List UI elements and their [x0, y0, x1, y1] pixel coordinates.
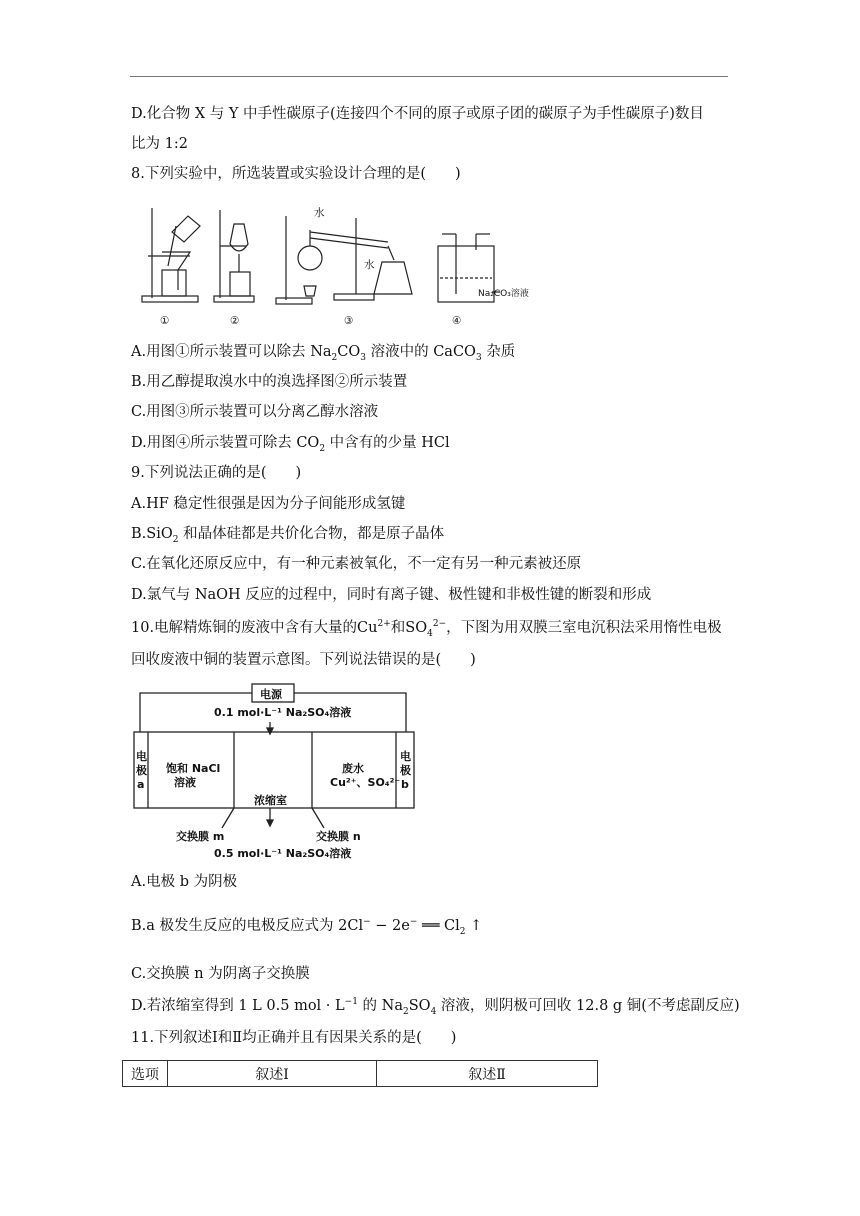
- q10-option-d: D.若浓缩室得到 1 L 0.5 mol · $L^{-1}$ 的 $Na_2SO_4$ 溶液，则阴极可回收 12.8 g 铜(不考虑副反应): [131, 997, 740, 1017]
- electrode-a-label-3: a: [137, 778, 145, 791]
- table-header-statement-1: 叙述Ⅰ: [168, 1061, 377, 1087]
- q10-option-b: B.a 极发生反应的电极反应式为 2Cl− − 2e− ══ $Cl_2$ ↑: [131, 917, 483, 937]
- figure-label-4: ④: [452, 315, 462, 327]
- separatory-funnel: [230, 224, 248, 251]
- q8-option-a: A.用图①所示装置可以除去 $Na_2CO_3$ 溶液中的 CaCO$_3$ 杂质: [131, 344, 516, 363]
- q10-option-c: C.交换膜 n 为阴离子交换膜: [131, 966, 310, 982]
- q8-option-d: D.用图④所示装置可除去 $CO_2$ 中含有的少量 HCl: [131, 435, 450, 454]
- na2co3-solution-label: Na₂CO₃溶液: [478, 289, 529, 299]
- table-header-option: 选项: [123, 1061, 168, 1087]
- q10-electrolysis-figure: [130, 682, 420, 864]
- beaker-1: [162, 270, 186, 296]
- figure-label-3: ③: [344, 315, 354, 327]
- right-chamber-label-1: 废水: [342, 762, 364, 775]
- q7-option-d-line2: 比为 1:2: [131, 136, 188, 152]
- distilling-flask: [298, 246, 322, 270]
- q11-stem: 11.下列叙述Ⅰ和Ⅱ均正确并且有因果关系的是( ): [131, 1030, 457, 1046]
- table-header-row: [123, 1061, 598, 1087]
- electrode-b-label-2: 极: [400, 764, 411, 777]
- pouring-beaker: [172, 216, 200, 242]
- stand-base-3: [276, 298, 312, 304]
- inlet-arrowhead: [267, 728, 273, 734]
- right-chamber-label-2: Cu²⁺、SO₄²⁻: [330, 776, 401, 789]
- top-solution-label: 0.1 mol·L⁻¹ Na₂SO₄溶液: [214, 706, 352, 719]
- q8-apparatus-figure: [138, 196, 538, 332]
- membrane-m-label: 交换膜 m: [176, 830, 225, 843]
- q10-stem-line1: 10.电解精炼铜的废液中含有大量的$Cu^{2+}$和$SO_4^{2-}$，下图为用双膜三室电沉积法采用惰性电极: [131, 619, 722, 639]
- membrane-n-label: 交换膜 n: [316, 830, 361, 843]
- membrane-n-pointer: [312, 808, 324, 828]
- condenser: [310, 232, 388, 242]
- outlet-arrowhead: [267, 820, 273, 826]
- electrode-b-label-1: 电: [400, 750, 411, 763]
- condenser-stand-base: [334, 294, 374, 300]
- power-source-label: 电源: [260, 688, 282, 701]
- q8-stem: 8.下列实验中，所选装置或实验设计合理的是( ): [131, 166, 461, 182]
- q10-stem-line2: 回收废液中铜的装置示意图。下列说法错误的是( ): [131, 652, 476, 668]
- q8-option-c: C.用图③所示装置可以分离乙醇水溶液: [131, 404, 379, 420]
- receiving-flask: [374, 262, 412, 294]
- q9-stem: 9.下列说法正确的是( ): [131, 465, 302, 481]
- q9-option-a: A.HF 稳定性很强是因为分子间能形成氢键: [131, 496, 406, 512]
- bottom-solution-label: 0.5 mol·L⁻¹ Na₂SO₄溶液: [214, 847, 352, 860]
- water-in-label: 水: [314, 207, 325, 219]
- burner: [304, 286, 316, 296]
- electrode-b-label-3: b: [401, 778, 409, 791]
- figure-label-2: ②: [230, 315, 240, 327]
- stand-base-1: [142, 296, 198, 302]
- q9-option-d: D.氯气与 NaOH 反应的过程中，同时有离子键、极性键和非极性键的断裂和形成: [131, 587, 652, 603]
- q11-options-table: [122, 1060, 598, 1087]
- q9-option-c: C.在氧化还原反应中，有一种元素被氧化，不一定有另一种元素被还原: [131, 556, 582, 572]
- header-rule: [130, 76, 728, 77]
- membrane-m-pointer: [222, 808, 234, 828]
- water-out-label: 水: [364, 259, 375, 271]
- condenser-outer: [310, 238, 388, 248]
- electrode-a-label-1: 电: [136, 750, 147, 763]
- receiving-beaker: [230, 272, 250, 296]
- concentration-chamber-label: 浓缩室: [254, 794, 287, 807]
- figure-label-1: ①: [160, 315, 170, 327]
- table-header-statement-2: 叙述Ⅱ: [377, 1061, 598, 1087]
- q8-option-b: B.用乙醇提取溴水中的溴选择图②所示装置: [131, 374, 408, 390]
- left-chamber-label-1: 饱和 NaCl: [166, 762, 221, 775]
- q9-option-b: B.SiO$_2$ 和晶体硅都是共价化合物，都是原子晶体: [131, 526, 445, 545]
- electrode-a-label-2: 极: [136, 764, 147, 777]
- q10-option-a: A.电极 b 为阴极: [131, 874, 238, 890]
- left-chamber-label-2: 溶液: [174, 776, 196, 789]
- adapter: [388, 246, 394, 260]
- q7-option-d-line1: D.化合物 X 与 Y 中手性碳原子(连接四个不同的原子或原子团的碳原子为手性碳原子)数目: [131, 106, 704, 122]
